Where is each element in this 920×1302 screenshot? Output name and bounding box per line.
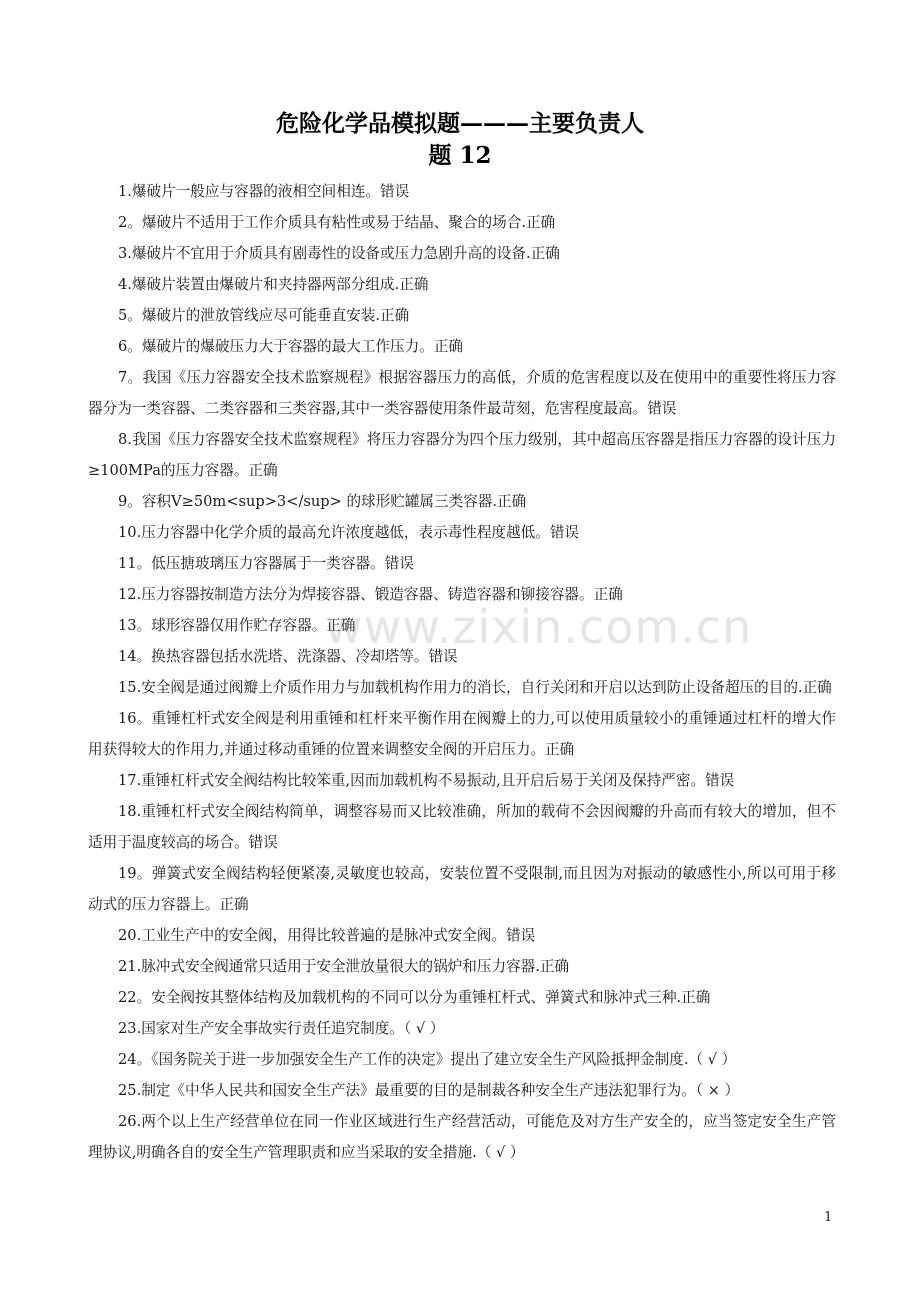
question-item: 7。我国《压力容器安全技术监察规程》根据容器压力的高低，介质的危害程度以及在使用中的重要性将压力容器分为一类容器、二类容器和三类容器,其中一类容器使用条件最苛刻，危害程度最高。错误 [88, 369, 836, 417]
question-item: 19。弹簧式安全阀结构轻便紧凑,灵敏度也较高，安装位置不受限制,而且因为对振动的敏感性小,所以可用于移动式的压力容器上。正确 [88, 865, 836, 913]
question-item: 11。低压搪玻璃压力容器属于一类容器。错误 [118, 555, 414, 572]
title-line-2: 题 12 [428, 142, 492, 169]
title-line-1: 危险化学品模拟题———主要负责人 [276, 110, 644, 137]
question-item: 4.爆破片装置由爆破片和夹持器两部分组成.正确 [118, 276, 429, 293]
question-item: 18.重锤杠杆式安全阀结构简单，调整容易而又比较准确，所加的载荷不会因阀瓣的升高而有较大的增加，但不适用于温度较高的场合。错误 [88, 803, 836, 851]
question-item: 25.制定《中华人民共和国安全生产法》最重要的目的是制裁各种安全生产违法犯罪行为。（ × ） [118, 1082, 740, 1099]
question-item: 23.国家对生产安全事故实行责任追究制度。（ √ ） [118, 1020, 445, 1037]
document-title [0, 108, 920, 172]
question-item: 26.两个以上生产经营单位在同一作业区域进行生产经营活动，可能危及对方生产安全的，应当签定安全生产管理协议,明确各自的安全生产管理职责和应当采取的安全措施.（ √ ） [88, 1113, 836, 1161]
question-item: 13。球形容器仅用作贮存容器。正确 [118, 617, 356, 634]
question-item: 8.我国《压力容器安全技术监察规程》将压力容器分为四个压力级别，其中超高压容器是指压力容器的设计压力≥100MPa的压力容器。正确 [88, 431, 836, 479]
question-item: 14。换热容器包括水洗塔、洗涤器、冷却塔等。错误 [118, 648, 458, 665]
question-item: 16。重锤杠杆式安全阀是利用重锤和杠杆来平衡作用在阀瓣上的力,可以使用质量较小的重锤通过杠杆的增大作用获得较大的作用力,并通过移动重锤的位置来调整安全阀的开启压力。正确 [88, 710, 836, 758]
question-item: 3.爆破片不宜用于介质具有剧毒性的设备或压力急剧升高的设备.正确 [118, 245, 560, 262]
watermark-text: www.zixin.com.cn [325, 600, 753, 654]
question-item: 24。《国务院关于进一步加强安全生产工作的决定》提出了建立安全生产风险抵押金制度.（ √ ） [118, 1051, 737, 1068]
question-item: 20.工业生产中的安全阀，用得比较普遍的是脉冲式安全阀。错误 [118, 927, 536, 944]
question-item: 21.脉冲式安全阀通常只适用于安全泄放量很大的锅炉和压力容器.正确 [118, 958, 570, 975]
question-item: 12.压力容器按制造方法分为焊接容器、锻造容器、铸造容器和铆接容器。正确 [118, 586, 623, 603]
question-item: 22。安全阀按其整体结构及加载机构的不同可以分为重锤杠杆式、弹簧式和脉冲式三种.正确 [118, 989, 711, 1006]
question-item: 5。爆破片的泄放管线应尽可能垂直安装.正确 [118, 307, 410, 324]
question-list [88, 176, 836, 1168]
question-item: 17.重锤杠杆式安全阀结构比较笨重,因而加载机构不易振动,且开启后易于关闭及保持严密。错误 [118, 772, 735, 789]
question-item: 15.安全阀是通过阀瓣上介质作用力与加载机构作用力的消长，自行关闭和开启以达到防止设备超压的目的.正确 [118, 679, 832, 696]
page-number: 1 [824, 1210, 833, 1225]
question-item: 6。爆破片的爆破压力大于容器的最大工作压力。正确 [118, 338, 463, 355]
question-item: 2。爆破片不适用于工作介质具有粘性或易于结晶、聚合的场合.正确 [118, 214, 556, 231]
question-item: 9。容积V≥50m<sup>3</sup> 的球形贮罐属三类容器.正确 [118, 493, 527, 510]
question-item: 1.爆破片一般应与容器的液相空间相连。错误 [118, 183, 410, 200]
question-item: 10.压力容器中化学介质的最高允许浓度越低，表示毒性程度越低。错误 [118, 524, 580, 541]
